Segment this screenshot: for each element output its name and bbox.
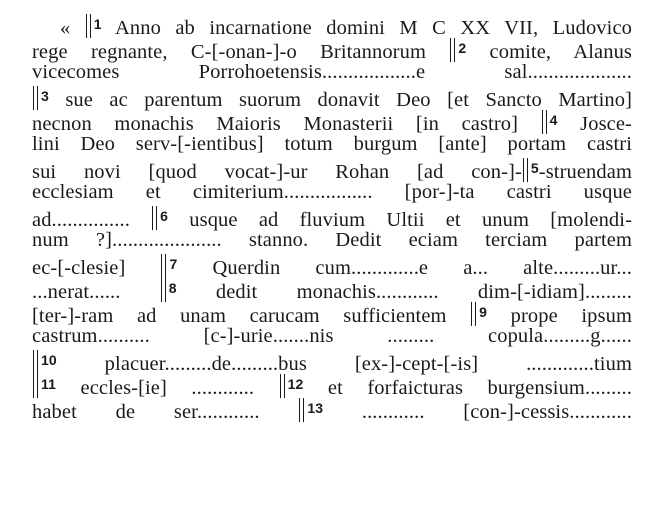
text-segment: Querdin cum.............e a... alte.........ur... — [177, 257, 632, 279]
text-line — [32, 372, 632, 399]
text-segment: usque ad fluvium Ultii et unum [molendi- — [168, 209, 632, 231]
text-segment: necnon monachis Maioris Monasterii [in castro] — [32, 113, 541, 135]
text-segment: habet de ser............ — [32, 401, 299, 423]
line-break-marker: 6 — [152, 208, 168, 224]
text-segment: eccles-[ie] ............ — [56, 377, 279, 399]
text-segment: ad............... — [32, 209, 152, 231]
text-line — [32, 252, 632, 279]
text-line — [32, 180, 632, 204]
text-line — [32, 36, 633, 63]
line-break-marker: 4 — [542, 112, 558, 128]
line-break-marker: 7 — [161, 256, 177, 272]
text-segment: lini Deo serv-[-ientibus] totum burgum [ante] portam castri — [32, 133, 632, 155]
text-segment: ...nerat...... — [32, 281, 160, 303]
text-segment: ec-[-clesie] — [32, 257, 161, 279]
text-line — [32, 60, 632, 84]
text-line — [32, 324, 632, 348]
text-segment: castrum.......... [c-]-urie.......nis ......... copula.........g...... — [32, 325, 632, 347]
text-line — [32, 108, 632, 135]
line-break-marker: 2 — [450, 40, 466, 56]
line-break-marker: 10 — [33, 352, 57, 368]
text-segment: -struendam — [538, 161, 632, 183]
text-segment: num ?]..................... stanno. Dedit eciam terciam partem — [32, 229, 632, 251]
line-break-marker: 3 — [33, 88, 49, 104]
text-line — [32, 300, 632, 327]
text-segment: « — [60, 17, 85, 39]
text-segment: sui novi [quod vocat-]-ur Rohan [ad con-]- — [32, 161, 522, 183]
text-segment: Anno ab incarnatione domini M C XX VII, Ludovico — [101, 17, 632, 39]
text-segment: placuer.........de.........bus [ex-]-cept-[-is] .............tium — [56, 353, 632, 375]
text-segment: Josce- — [557, 113, 632, 135]
line-break-marker: 13 — [299, 400, 323, 416]
text-segment: dedit monachis............ dim-[-idiam]......... — [176, 281, 632, 303]
text-line — [32, 84, 632, 111]
text-line — [32, 348, 632, 375]
text-segment: rege regnante, C-[-onan-]-o Britannorum — [32, 41, 450, 63]
line-break-marker: 9 — [471, 304, 487, 320]
text-segment: comite, Alanus — [466, 41, 633, 63]
text-line — [60, 12, 632, 39]
text-segment: ............ [con-]-cessis............ — [323, 401, 632, 423]
text-segment: et forfaicturas burgensium......... — [303, 377, 632, 399]
line-break-marker: 1 — [86, 16, 102, 32]
text-segment: [ter-]-ram ad unam carucam sufficientem — [32, 305, 471, 327]
text-segment: sue ac parentum suorum donavit Deo [et Sancto Martino] — [48, 89, 632, 111]
line-break-marker: 8 — [161, 280, 177, 296]
text-segment: vicecomes Porrohoetensis..................e sal.................... — [32, 61, 632, 83]
text-line — [32, 396, 632, 423]
text-line — [32, 132, 632, 156]
text-line — [32, 276, 632, 303]
line-break-marker: 11 — [33, 376, 56, 392]
line-break-marker: 12 — [280, 376, 304, 392]
text-line — [32, 204, 632, 231]
text-segment: prope ipsum — [487, 305, 632, 327]
text-line — [32, 156, 632, 183]
text-segment: ecclesiam et cimiterium................. [por-]-ta castri usque — [32, 181, 632, 203]
text-line — [32, 228, 632, 252]
line-break-marker: 5 — [523, 160, 539, 176]
